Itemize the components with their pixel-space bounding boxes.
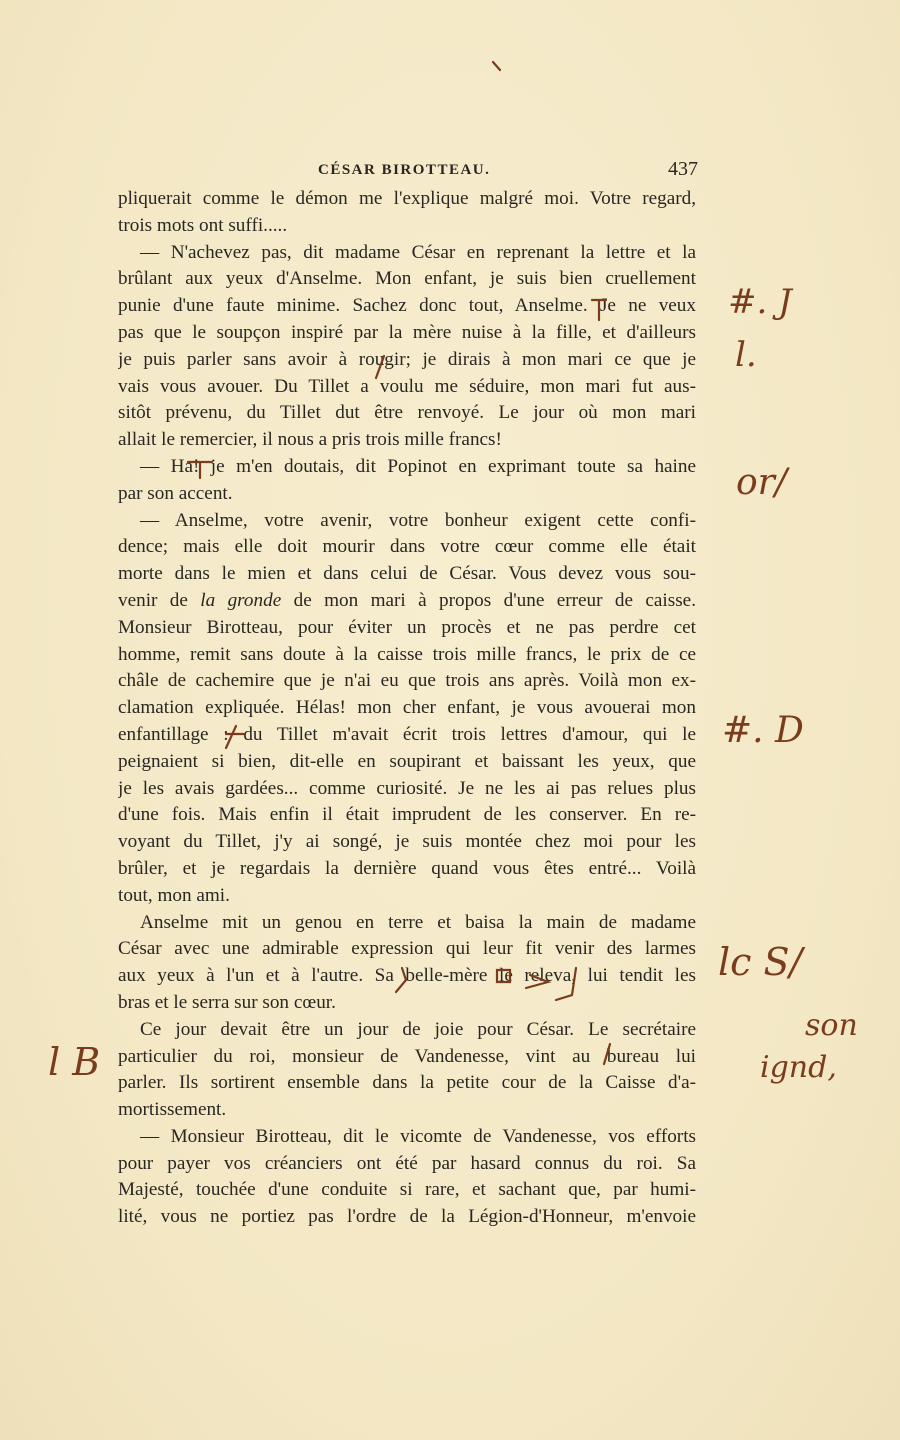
- text-line: pour payer vos créanciers ont été par hasard connus du roi. Sa: [118, 1152, 696, 1174]
- text-line: — Ha! je m'en doutais, dit Popinot en exprimant toute sa haine: [140, 455, 696, 477]
- text-line: morte dans le mien et dans celui de César. Vous devez vous sou-: [118, 563, 696, 585]
- running-title: CÉSAR BIROTTEAU.: [318, 162, 491, 178]
- text-line: d'une fois. Mais enfin il était imprudent de les conserver. En re-: [118, 804, 696, 826]
- text-line: César avec une admirable expression qui leur fit venir des larmes: [118, 938, 696, 960]
- text-line: brûlant aux yeux d'Anselme. Mon enfant, je suis bien cruellement: [118, 268, 696, 290]
- text-line: Ce jour devait être un jour de joie pour César. Le secrétaire: [140, 1018, 696, 1040]
- margin-mark-7: ignd,: [760, 1050, 837, 1085]
- body-text: [118, 186, 696, 1231]
- text-line: châle de cachemire que je n'ai eu que trois ans après. Voilà mon ex-: [118, 670, 696, 692]
- text-line: voyant du Tillet, j'y ai songé, je suis montée chez moi pour les: [118, 831, 696, 853]
- text-line: homme, remit sans doute à la caisse trois mille francs, le prix de ce: [118, 643, 696, 665]
- text-line: — Monsieur Birotteau, dit le vicomte de Vandenesse, vos efforts: [140, 1125, 696, 1147]
- text-line: tout, mon ami.: [118, 884, 230, 906]
- text-line: sitôt prévenu, du Tillet dut être renvoyé. Le jour où mon mari: [118, 402, 696, 424]
- margin-mark-2: l.: [735, 335, 757, 375]
- text-line: pliquerait comme le démon me l'explique malgré moi. Votre regard,: [118, 188, 696, 209]
- text-line: je les avais gardées... comme curiosité. Je ne les ai pas relues plus: [118, 777, 696, 799]
- text-line: clamation expliquée. Hélas! mon cher enfant, je vous avouerai mon: [118, 697, 696, 719]
- margin-mark-4: #. D: [722, 710, 804, 751]
- margin-mark-1: #. J: [728, 282, 792, 322]
- text-line: lité, vous ne portiez pas l'ordre de la Légion-d'Honneur, m'envoie: [118, 1206, 696, 1228]
- text-line: allait le remercier, il nous a pris trois mille francs!: [118, 429, 502, 451]
- margin-mark-3: or/: [736, 462, 788, 503]
- text-line: punie d'une faute minime. Sachez donc tout, Anselme. Je ne veux: [118, 295, 696, 317]
- text-line: brûler, et je regardais la dernière quand vous êtes entré... Voilà: [118, 857, 696, 879]
- page-number: 437: [668, 158, 698, 180]
- text-line: je puis parler sans avoir à rougir; je dirais à mon mari ce que je: [118, 348, 696, 370]
- margin-mark-6: son: [805, 1008, 858, 1043]
- text-line: — Anselme, votre avenir, votre bonheur exigent cette confi-: [140, 509, 696, 531]
- page-header: [118, 158, 698, 186]
- text-line: mortissement.: [118, 1099, 227, 1121]
- text-line: particulier du roi, monsieur de Vandenesse, vint au bureau lui: [118, 1045, 696, 1067]
- text-line: Monsieur Birotteau, pour éviter un procès et ne pas perdre cet: [118, 616, 696, 638]
- text-line: trois mots ont suffi.....: [118, 214, 288, 236]
- text-line: — N'achevez pas, dit madame César en reprenant la lettre et la: [140, 241, 696, 263]
- text-line: vais vous avouer. Du Tillet a voulu me séduire, mon mari fut aus-: [118, 375, 696, 397]
- text-line: enfantillage : du Tillet m'avait écrit trois lettres d'amour, qui le: [118, 723, 696, 745]
- text-line: dence; mais elle doit mourir dans votre cœur comme elle était: [118, 536, 696, 558]
- margin-mark-8: l B: [48, 1040, 101, 1084]
- text-line: Majesté, touchée d'une conduite si rare, et sachant que, par humi-: [118, 1179, 696, 1201]
- text-line: aux yeux à l'un et à l'autre. Sa belle-mère le releva, lui tendit les: [118, 965, 696, 987]
- text-line: bras et le serra sur son cœur.: [118, 991, 336, 1013]
- tick-mark: [493, 62, 500, 70]
- margin-mark-5: lc S/: [718, 940, 803, 984]
- text-line: Anselme mit un genou en terre et baisa la main de madame: [140, 911, 696, 933]
- text-line: pas que le soupçon inspiré par la mère nuise à la fille, et d'ailleurs: [118, 321, 696, 343]
- text-line: venir de la gronde de mon mari à propos d'une erreur de caisse.: [118, 589, 696, 611]
- text-line: par son accent.: [118, 482, 233, 504]
- text-line: parler. Ils sortirent ensemble dans la petite cour de la Caisse d'a-: [118, 1072, 696, 1094]
- text-line: peignaient si bien, dit-elle en soupirant et baissant les yeux, que: [118, 750, 696, 772]
